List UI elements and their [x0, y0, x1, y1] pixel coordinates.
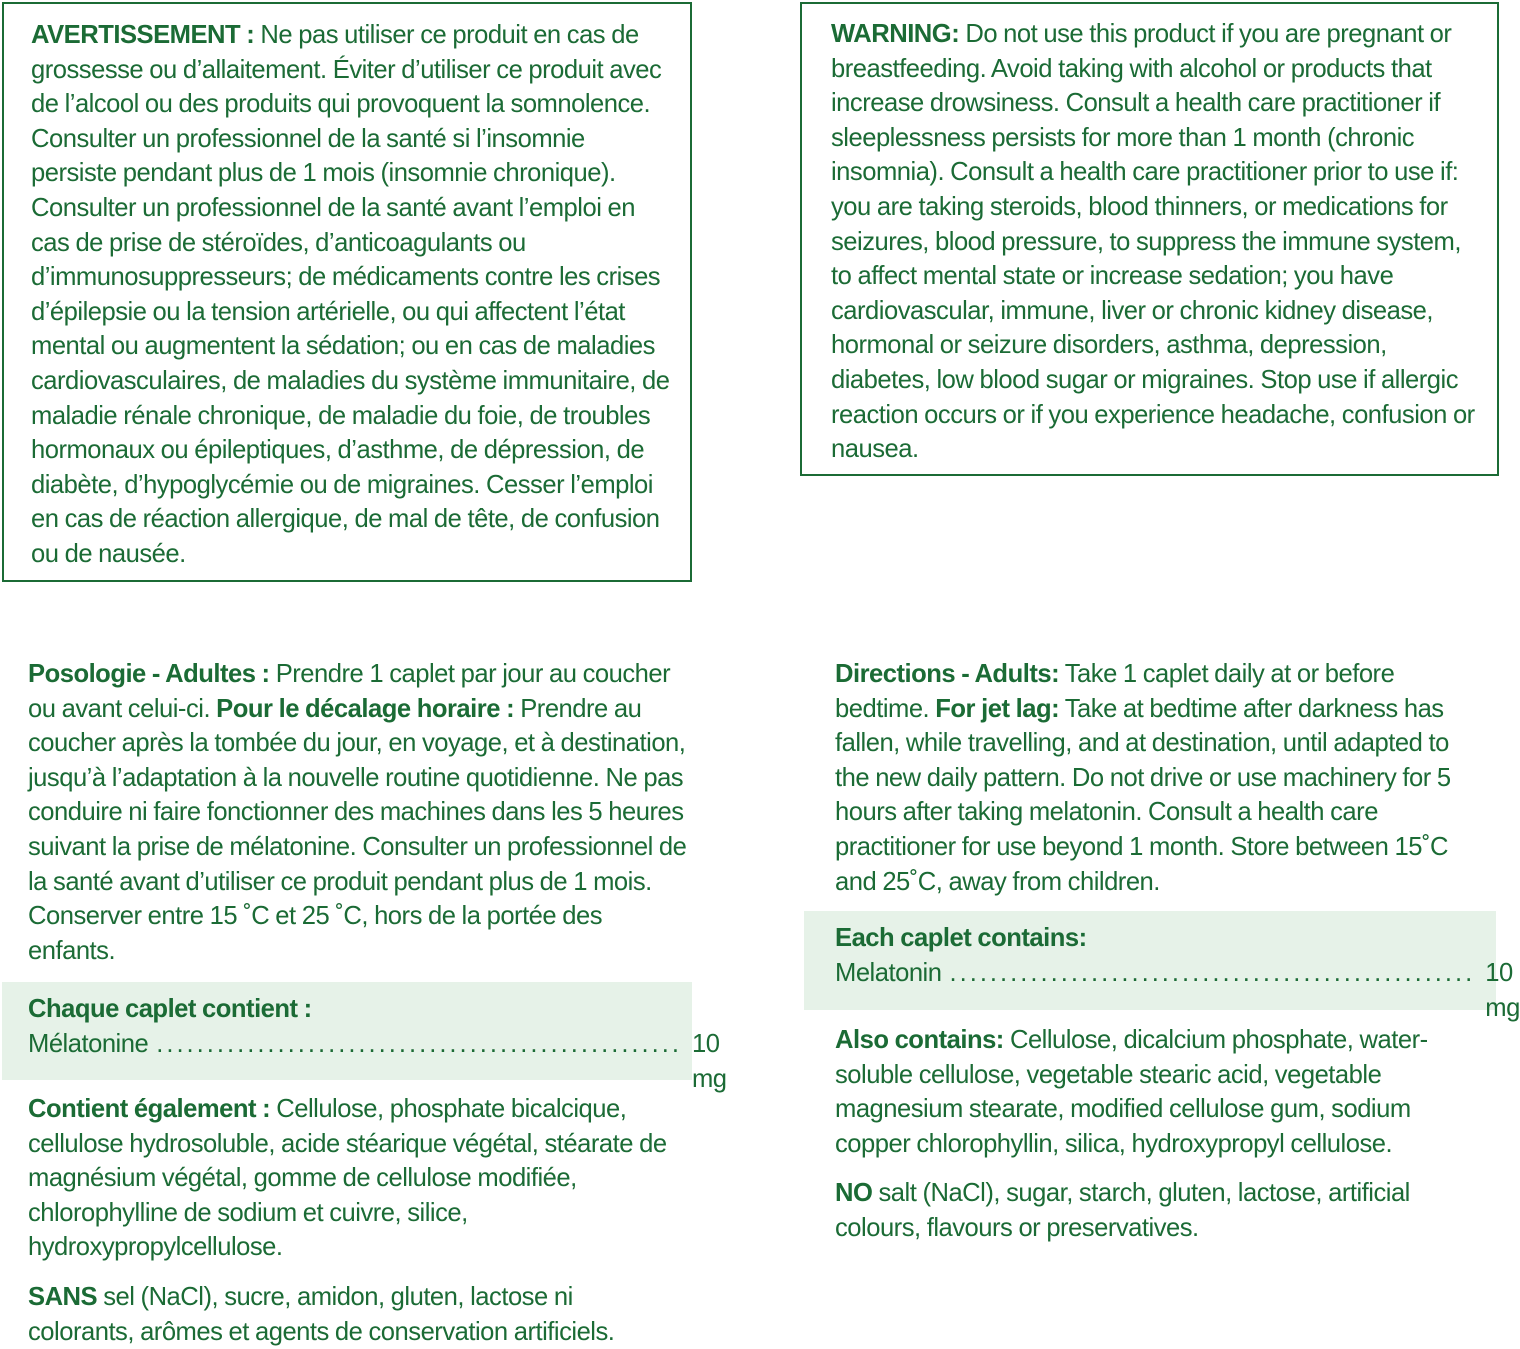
ingredient-row-en — [835, 956, 1520, 1025]
ingredient-name-en: Melatonin — [835, 959, 942, 987]
leader-dots-fr: .................................................... — [156, 1030, 682, 1058]
also-contains-label-fr: Contient également : — [28, 1095, 271, 1123]
also-contains-body-en: Cellulose, dicalcium phosphate, water-soluble cellulose, vegetable stearic acid, vegetable magnesium stearate, modified cellulose gum, sodium copper chlorophyllin, silica, hydroxypropyl cellulose. — [835, 1026, 1428, 1158]
leader-dots-en: .................................................... — [949, 959, 1476, 987]
contents-heading-fr: Chaque caplet contient : — [28, 995, 312, 1023]
directions-section-en — [835, 657, 1475, 899]
warning-box-en — [800, 2, 1499, 476]
contents-box-fr — [2, 982, 727, 1093]
warning-label-fr: AVERTISSEMENT : — [31, 21, 255, 49]
warning-label-en: WARNING: — [831, 20, 960, 48]
ingredient-row-fr — [28, 1027, 727, 1096]
free-from-text-en — [835, 1176, 1475, 1245]
directions-text-en — [835, 657, 1475, 899]
directions-body2-en: Take at bedtime after darkness has fallen, while travelling, and at destination, until adapted to the new daily pattern. Do not drive or use machinery for 5 hours after taking melatonin. Consult a health care practitioner for use beyond 1 month. Store between 15˚C and 25˚C, away from children. — [835, 694, 1451, 896]
free-from-section-en — [835, 1176, 1475, 1245]
free-from-body-fr: sel (NaCl), sucre, amidon, gluten, lactose ni colorants, arômes et agents de conservation artificiels. — [28, 1283, 615, 1346]
also-contains-text-en — [835, 1023, 1475, 1161]
directions-text-fr — [28, 657, 688, 968]
contents-heading-en: Each caplet contains: — [835, 924, 1087, 952]
directions-body2-fr: Prendre au coucher après la tombée du jour, en voyage, et à destination, jusqu’à l’adaptation à la nouvelle routine quotidienne. Ne pas conduire ni faire fonctionner des machines dans les 5 heures suivant la prise de mélatonine. Consulter un professionnel de la santé avant d’utiliser ce produit pendant plus de 1 mois. Conserver entre 15 ˚C et 25 ˚C, hors de la portée des enfants. — [28, 694, 687, 965]
warning-body-en: Do not use this product if you are pregnant or breastfeeding. Avoid taking with alcohol or products that increase drowsiness. Consult a health care practitioner if sleeplessness persists for more than 1 month (chronic insomnia). Consult a health care practitioner prior to use if: you are taking steroids, blood thinners, or medications for seizures, blood pressure, to suppress the immune system, to affect mental state or increase sedation; you have cardiovascular, immune, liver or chronic kidney disease, hormonal or seizure disorders, asthma, depression, diabetes, low blood sugar or migraines. Stop use if allergic reaction occurs or if you experience headache, confusion or nausea. — [831, 20, 1475, 464]
jetlag-label-en: For jet lag: — [935, 694, 1060, 723]
directions-body1-fr: Prendre 1 caplet par jour au coucher ou avant celui-ci. — [28, 660, 671, 723]
also-contains-section-fr — [28, 1092, 678, 1265]
also-contains-text-fr — [28, 1092, 678, 1265]
warning-body-fr: Ne pas utiliser ce produit en cas de grossesse ou d’allaitement. Éviter d’utiliser ce produit avec de l’alcool ou des produits qui provoquent la somnolence. Consulter un professionnel de la santé si l’insomnie persiste pendant plus de 1 mois (insomnie chronique). Consulter un professionnel de la santé avant l’emploi en cas de prise de stéroïdes, d’anticoagulants ou d’immunosuppresseurs; de médicaments contre les crises d’épilepsie ou la tension artérielle, ou qui affectent l’état mental ou augmentent la sédation; ou en cas de maladies cardiovasculaires, de maladies du système immunitaire, de maladie rénale chronique, de maladie du foie, de troubles hormonaux ou épileptiques, d’asthme, de dépression, de diabète, d’hypoglycémie ou de migraines. Cesser l’emploi en cas de réaction allergique, de mal de tête, de confusion ou de nausée. — [31, 21, 670, 568]
directions-label-en: Directions - Adults: — [835, 660, 1060, 688]
warning-text-fr — [31, 18, 670, 572]
ingredient-amount-en: 10 mg — [1485, 959, 1520, 1022]
free-from-label-en: NO — [835, 1179, 873, 1207]
also-contains-body-fr: Cellulose, phosphate bicalcique, cellulose hydrosoluble, acide stéarique végétal, stéarate de magnésium végétal, gomme de cellulose modifiée, chlorophylline de sodium et cuivre, silice, hydroxypropylcellulose. — [28, 1095, 667, 1262]
free-from-text-fr — [28, 1280, 678, 1349]
also-contains-section-en — [835, 1023, 1475, 1161]
directions-section-fr — [28, 657, 688, 968]
directions-label-fr: Posologie - Adultes : — [28, 660, 270, 688]
directions-body1-en: Take 1 caplet daily at or before bedtime. — [835, 660, 1395, 723]
ingredient-amount-fr: 10 mg — [691, 1030, 727, 1093]
ingredient-name-fr: Mélatonine — [28, 1030, 149, 1058]
also-contains-label-en: Also contains: — [835, 1026, 1004, 1054]
warning-text-en — [831, 17, 1477, 467]
free-from-label-fr: SANS — [28, 1283, 98, 1311]
jetlag-label-fr: Pour le décalage horaire : — [216, 694, 515, 723]
contents-box-en — [804, 911, 1520, 1022]
warning-box-fr — [2, 2, 692, 582]
free-from-section-fr — [28, 1280, 678, 1349]
free-from-body-en: salt (NaCl), sugar, starch, gluten, lactose, artificial colours, flavours or preservatives. — [835, 1179, 1410, 1242]
